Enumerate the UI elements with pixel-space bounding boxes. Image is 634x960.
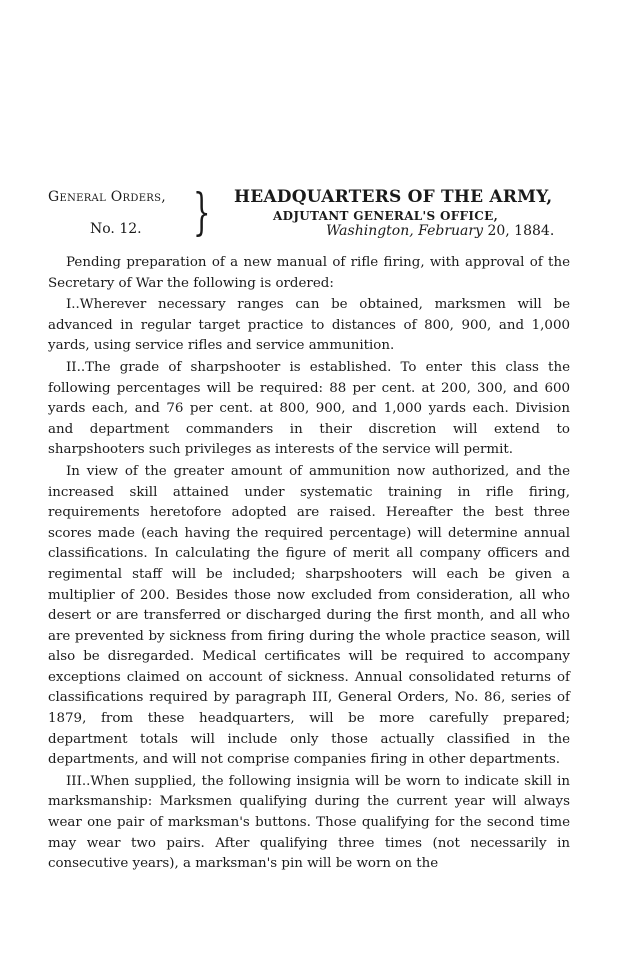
brace-mark: } (193, 183, 211, 241)
date-place: Washington, (326, 223, 414, 239)
date-rest: 20, 1884. (487, 223, 555, 239)
paragraph-ammunition: In view of the greater amount of ammunition now authorized, and the increased skill attained under systematic training in rifle firing, requirements heretofore adopted are raised. Hereafter the best three scores made (each having the required percentage) will determine annual classifications. In calculating the figure of merit all company officers and regimental staff will be included; sharpshooters will each be given a multiplier of 200. Besides those now excluded from consideration, all who desert or are transferred or discharged during the first month, and all who are prevented by sickness from firing during the whole practice season, will also be disregarded. Medical certificates will be required to accompany exceptions claimed on account of sickness. Annual consolidated returns of classifications required by paragraph III, General Orders, No. 86, series of 1879, from these headquarters, will be more carefully prepared; department totals will include only those actually classified in the departments, and will not comprise companies firing in other departments. (48, 463, 570, 768)
office-name: ADJUTANT GENERAL'S OFFICE, (273, 209, 499, 223)
paragraph-section-1: I..Wherever necessary ranges can be obtained, marksmen will be advanced in regular target practice to distances of 800, 900, and 1,000 yards, using service rifles and service ammunition. (48, 297, 570, 354)
date-month: February (418, 223, 484, 239)
orders-label: General Orders, (48, 189, 167, 205)
orders-number: No. 12. (90, 221, 142, 237)
paragraph-section-3: III..When supplied, the following insignia will be worn to indicate skill in marksmanship: Marksmen qualifying during the current year will always wear one pair of marksman's buttons. Those qualifying for the second time may wear two pairs. After qualifying three times (not necessarily in consecutive years), a marksman's pin will be worn on the (48, 773, 570, 872)
order-body (48, 253, 570, 876)
paragraph-preamble: Pending preparation of a new manual of rifle firing, with approval of the Secretary of War the following is ordered: (48, 255, 570, 291)
order-header (48, 185, 588, 245)
paragraph-section-2: II..The grade of sharpshooter is established. To enter this class the following percentages will be required: 88 per cent. at 200, 300, and 600 yards each, and 76 per cent. at 800, 900, and 1,000 yards each. Division and department commanders in their discretion will extend to sharpshooters such privileges as interests of the service will permit. (48, 359, 570, 458)
issue-date (326, 223, 554, 239)
headquarters-title: HEADQUARTERS OF THE ARMY, (234, 187, 553, 207)
